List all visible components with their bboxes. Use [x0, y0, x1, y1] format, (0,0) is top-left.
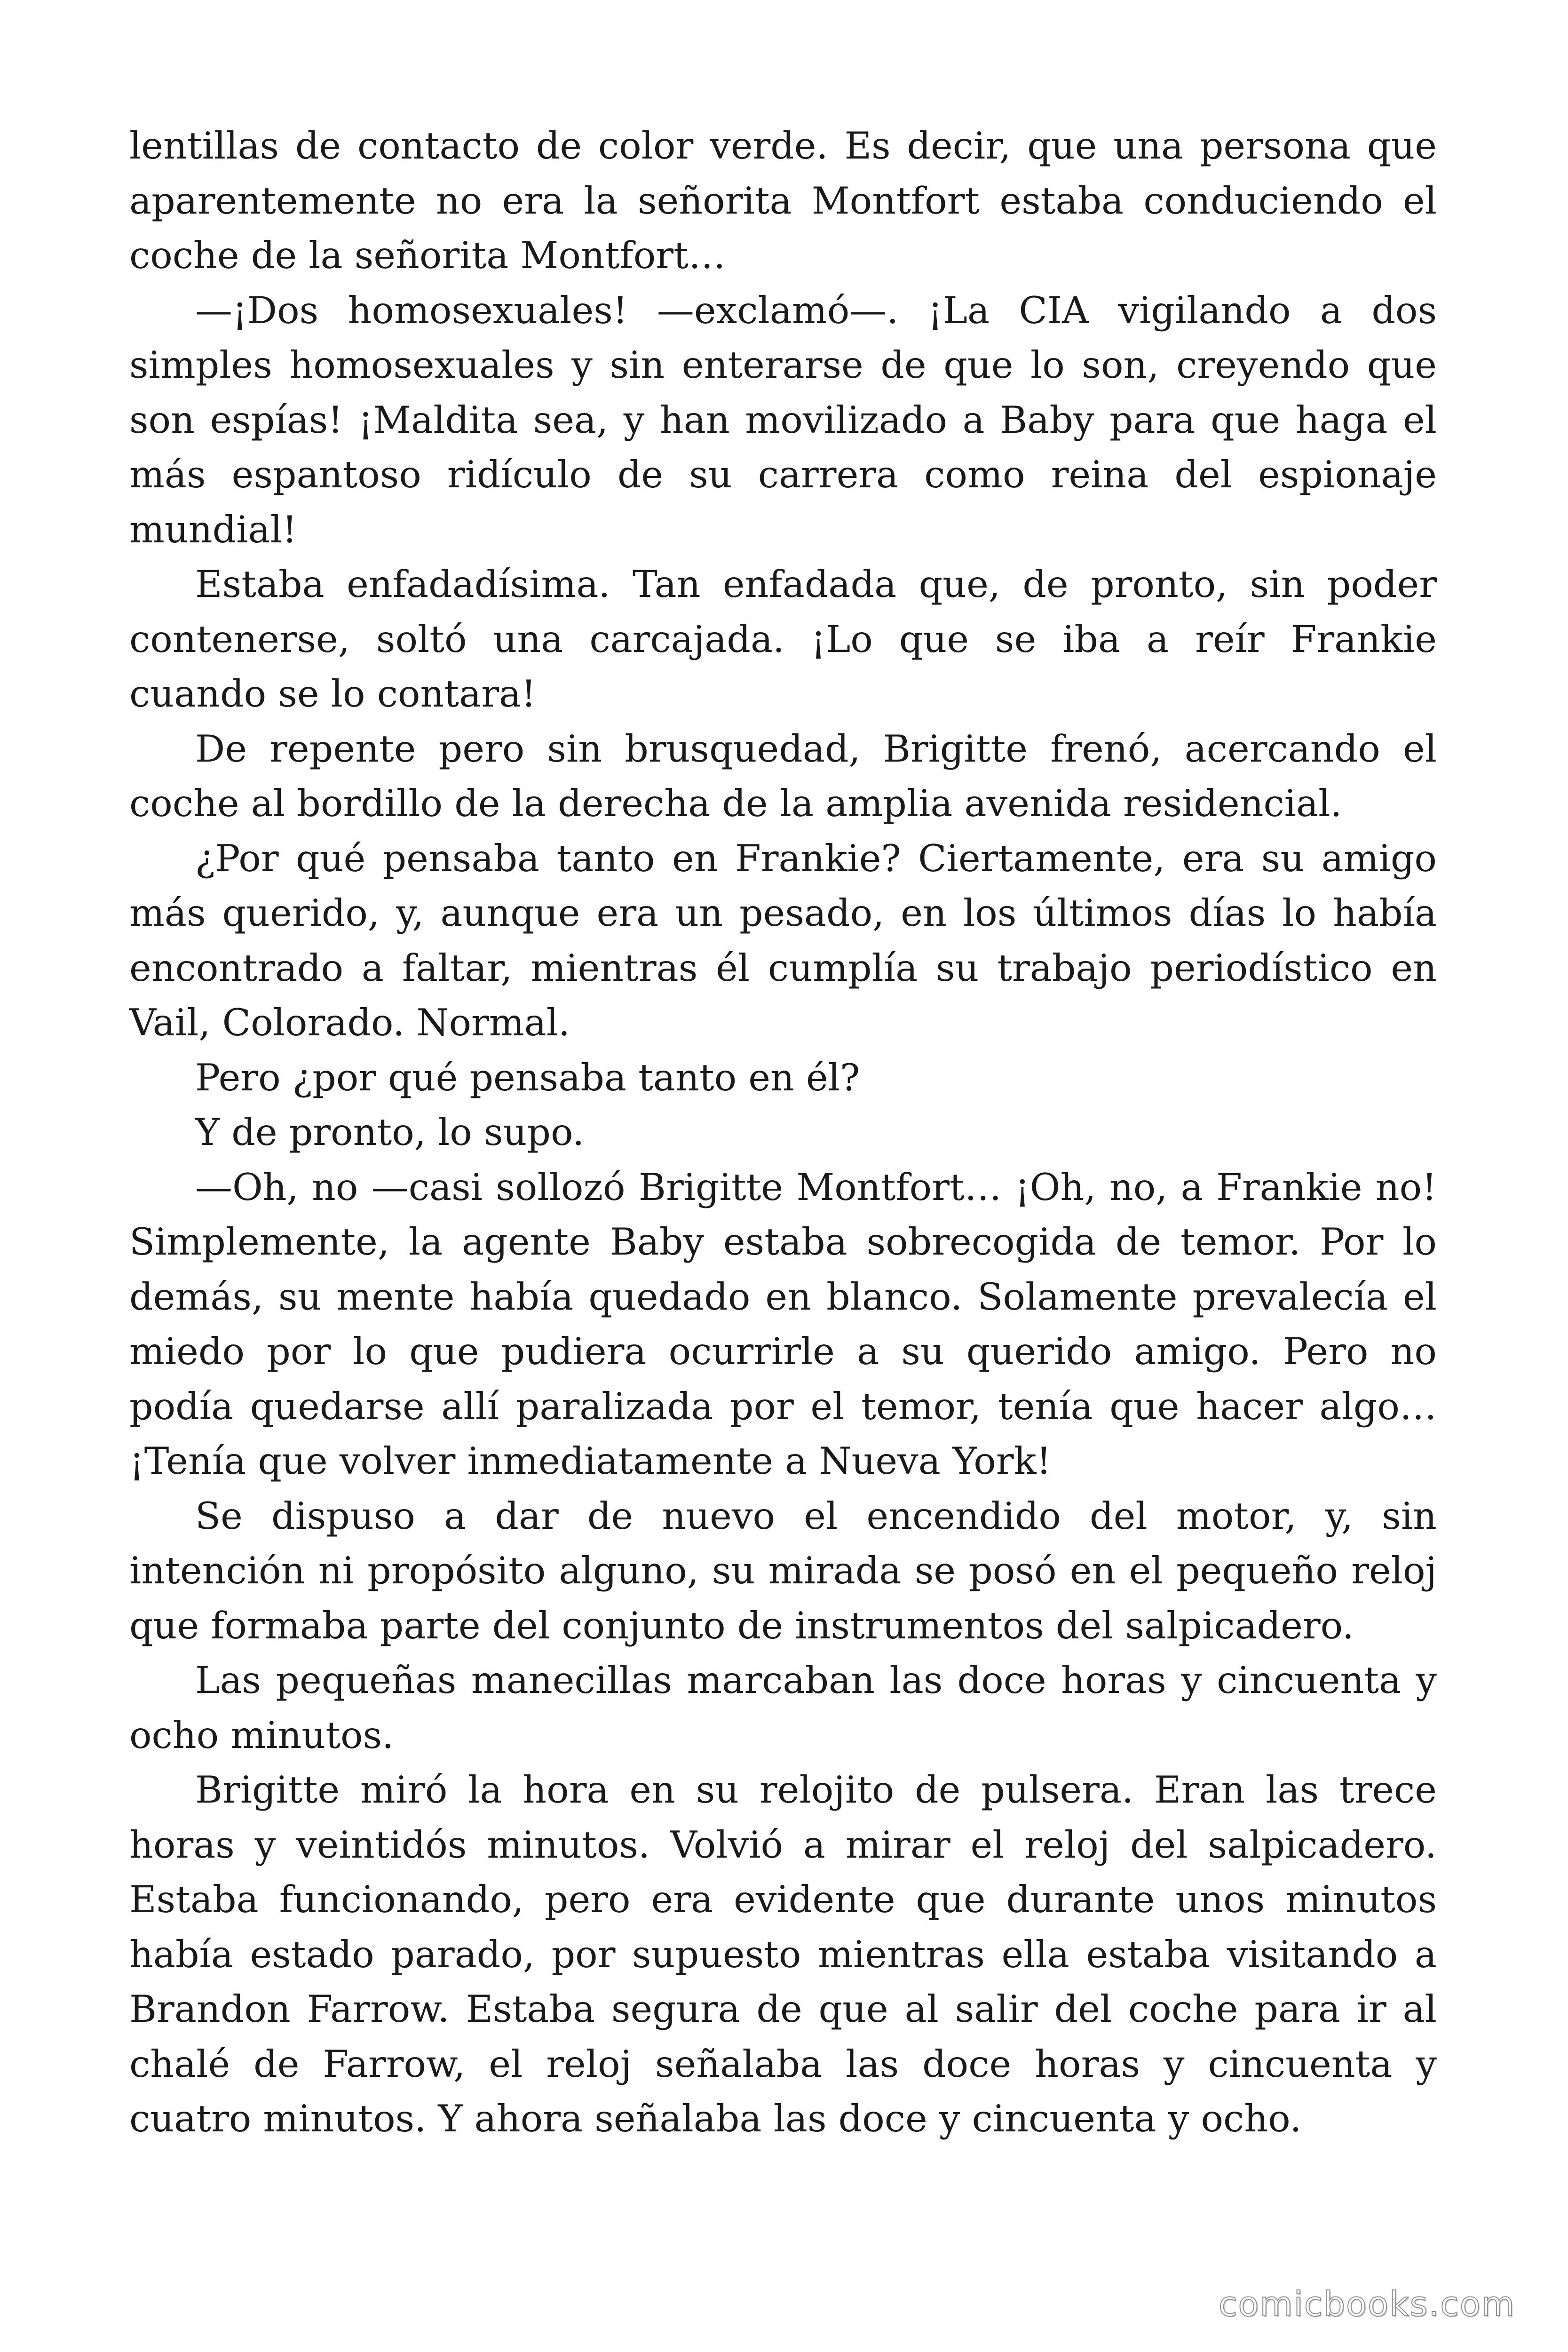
page-text-body: [129, 119, 1437, 2146]
paragraph-4: De repente pero sin brusquedad, Brigitte frenó, acercando el coche al bordillo de la derecha de la amplia avenida residencial.: [129, 727, 1437, 825]
paragraph-6: Pero ¿por qué pensaba tanto en él?: [195, 1056, 860, 1099]
paragraph-8: —Oh, no —casi sollozó Brigitte Montfort… ¡Oh, no, a Frankie no! Simplemente, la agente Baby estaba sobrecogida de temor. Por lo demás, su mente había quedado en blanco. Solamente prevalecía el miedo por lo que pudiera ocurrirle a su querido amigo. Pero no podía quedarse allí paralizada por el temor, tenía que hacer algo… ¡Tenía que volver inmediatamente a Nueva York!: [129, 1165, 1437, 1483]
paragraph-3: Estaba enfadadísima. Tan enfadada que, de pronto, sin poder contenerse, soltó una carcajada. ¡Lo que se iba a reír Frankie cuando se lo contara!: [129, 563, 1437, 715]
paragraph-7: Y de pronto, lo supo.: [195, 1111, 585, 1154]
paragraph-11: Brigitte miró la hora en su relojito de pulsera. Eran las trece horas y veintidós minutos. Volvió a mirar el reloj del salpicadero. Estaba funcionando, pero era evidente que durante unos minutos había estado parado, por supuesto mientras ella estaba visitando a Brandon Farrow. Estaba segura de que al salir del coche para ir al chalé de Farrow, el reloj señalaba las doce horas y cincuenta y cuatro minutos. Y ahora señalaba las doce y cincuenta y ocho.: [129, 1768, 1437, 2140]
paragraph-2: —¡Dos homosexuales! —exclamó—. ¡La CIA vigilando a dos simples homosexuales y sin enterarse de que lo son, creyendo que son espías! ¡Maldita sea, y han movilizado a Baby para que haga el más espantoso ridículo de su carrera como reina del espionaje mundial!: [129, 288, 1437, 551]
paragraph-9: Se dispuso a dar de nuevo el encendido del motor, y, sin intención ni propósito alguno, su mirada se posó en el pequeño reloj que formaba parte del conjunto de instrumentos del salpicadero.: [129, 1494, 1437, 1647]
watermark-text: comicbooks.com: [1218, 2284, 1515, 2324]
paragraph-10: Las pequeñas manecillas marcaban las doce horas y cincuenta y ocho minutos.: [129, 1659, 1437, 1757]
paragraph-1: lentillas de contacto de color verde. Es decir, que una persona que aparentemente no era la señorita Montfort estaba conduciendo el coche de la señorita Montfort…: [129, 124, 1437, 277]
paragraph-5: ¿Por qué pensaba tanto en Frankie? Ciertamente, era su amigo más querido, y, aunque era un pesado, en los últimos días lo había encontrado a faltar, mientras él cumplía su trabajo periodístico en Vail, Colorado. Normal.: [129, 836, 1437, 1044]
